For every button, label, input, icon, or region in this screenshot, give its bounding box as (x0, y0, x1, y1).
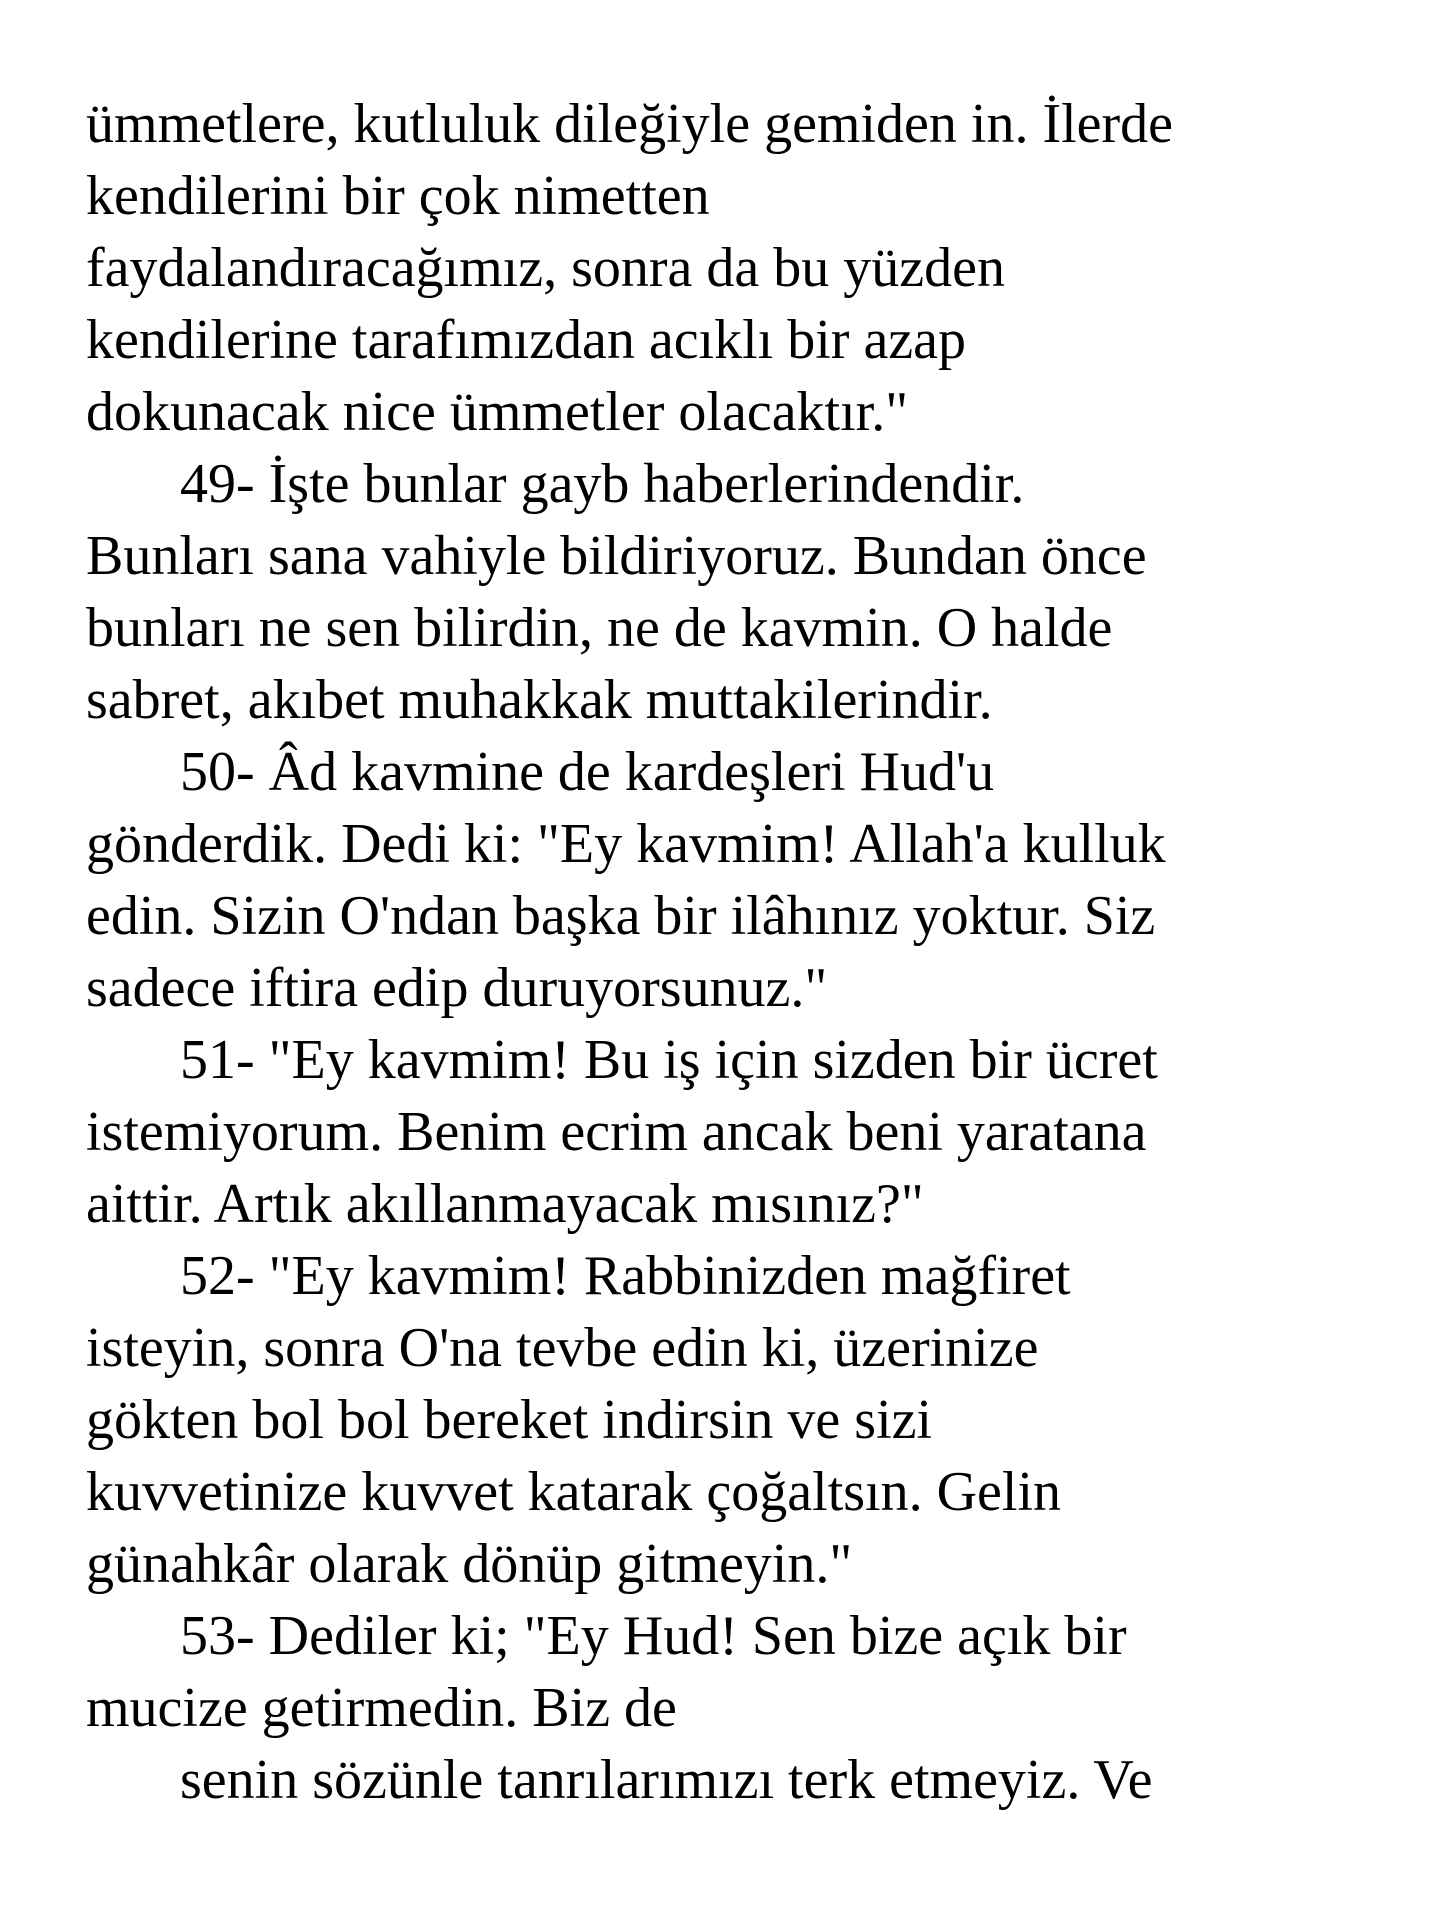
text-line: kuvvetinize kuvvet katarak çoğaltsın. Gelin (86, 1461, 1062, 1523)
text-line: edin. Sizin O'ndan başka bir ilâhınız yoktur. Siz (86, 885, 1156, 947)
verse-52-start: 52- "Ey kavmim! Rabbinizden mağfiret (180, 1245, 1071, 1307)
text-line: gökten bol bol bereket indirsin ve sizi (86, 1389, 933, 1451)
verse-50-start: 50- Âd kavmine de kardeşleri Hud'u (180, 741, 995, 803)
text-line: gönderdik. Dedi ki: "Ey kavmim! Allah'a kulluk (86, 813, 1166, 875)
text-line: bunları ne sen bilirdin, ne de kavmin. O halde (86, 597, 1113, 659)
text-line: ümmetlere, kutluluk dileğiyle gemiden in. İlerde (86, 93, 1174, 155)
text-line: faydalandıracağımız, sonra da bu yüzden (86, 237, 1005, 299)
text-line: kendilerine tarafımızdan acıklı bir azap (86, 309, 967, 371)
document-body (86, 88, 1406, 1816)
text-line: sabret, akıbet muhakkak muttakilerindir. (86, 669, 993, 731)
text-line: aittir. Artık akıllanmayacak mısınız?" (86, 1173, 924, 1235)
verse-53-start: 53- Dediler ki; "Ey Hud! Sen bize açık bir (180, 1605, 1127, 1667)
verse-51-start: 51- "Ey kavmim! Bu iş için sizden bir ücret (180, 1029, 1158, 1091)
text-line: Bunları sana vahiyle bildiriyoruz. Bundan önce (86, 525, 1147, 587)
text-line: mucize getirmedin. Biz de (86, 1677, 677, 1739)
text-line: senin sözünle tanrılarımızı terk etmeyiz. Ve (180, 1749, 1153, 1811)
text-line: dokunacak nice ümmetler olacaktır." (86, 381, 909, 443)
text-line: sadece iftira edip duruyorsunuz." (86, 957, 828, 1019)
text-line: kendilerini bir çok nimetten (86, 165, 710, 227)
text-line: günahkâr olarak dönüp gitmeyin." (86, 1533, 853, 1595)
text-line: istemiyorum. Benim ecrim ancak beni yaratana (86, 1101, 1147, 1163)
text-line: isteyin, sonra O'na tevbe edin ki, üzerinize (86, 1317, 1039, 1379)
verse-49-start: 49- İşte bunlar gayb haberlerindendir. (180, 453, 1025, 515)
